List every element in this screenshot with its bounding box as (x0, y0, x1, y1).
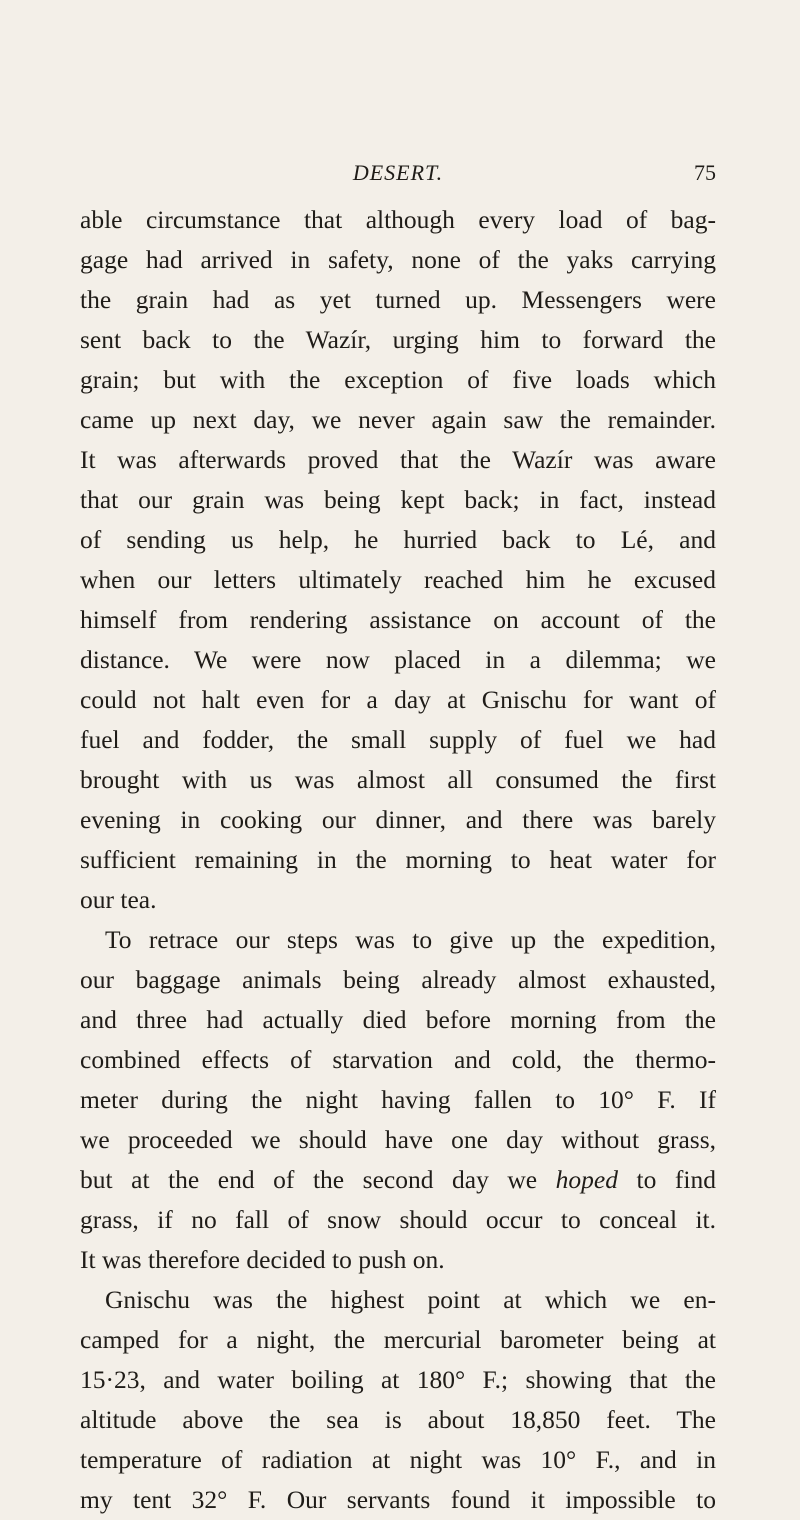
text-line: grain; but with the exception of five loads which (80, 365, 716, 394)
text-line: gage had arrived in safety, none of the yaks carrying (80, 245, 716, 274)
text-line: fuel and fodder, the small supply of fuel we had (80, 725, 716, 754)
text-line: distance. We were now placed in a dilemma; we (80, 645, 716, 674)
text-line: our tea. (80, 885, 157, 914)
text-line: temperature of radiation at night was 10° F., and in (80, 1445, 716, 1474)
text-line: when our letters ultimately reached him he excused (80, 565, 716, 594)
text-line: himself from rendering assistance on account of the (80, 605, 716, 634)
line-segment: but at the end of the second day we (80, 1165, 556, 1194)
line-segment: to find (617, 1165, 716, 1194)
text-line: sufficient remaining in the morning to heat water for (80, 845, 716, 874)
text-line: evening in cooking our dinner, and there was barely (80, 805, 716, 834)
text-line: grass, if no fall of snow should occur to conceal it. (80, 1205, 716, 1234)
text-line: able circumstance that although every load of bag- (80, 205, 716, 234)
text-line: my tent 32° F. Our servants found it impossible to (80, 1485, 716, 1514)
text-line: It was therefore decided to push on. (80, 1245, 445, 1274)
text-line: brought with us was almost all consumed the first (80, 765, 716, 794)
page-number: 75 (694, 160, 716, 185)
paragraph-first-line: To retrace our steps was to give up the expedition, (105, 925, 716, 954)
text-line: altitude above the sea is about 18,850 feet. The (80, 1405, 716, 1434)
text-line: we proceeded we should have one day without grass, (80, 1125, 716, 1154)
body-text (80, 200, 716, 1520)
running-title: DESERT. (352, 160, 444, 185)
text-line: combined effects of starvation and cold, the thermo- (80, 1045, 716, 1074)
text-line-with-emphasis (80, 1160, 716, 1200)
text-line: our baggage animals being already almost exhausted, (80, 965, 716, 994)
text-line: and three had actually died before morning from the (80, 1005, 716, 1034)
text-line: of sending us help, he hurried back to Lé, and (80, 525, 716, 554)
italic-word: hoped (555, 1165, 618, 1194)
text-line: that our grain was being kept back; in fact, instead (80, 485, 716, 514)
text-line: It was afterwards proved that the Wazír was aware (80, 445, 716, 474)
paragraph-first-line: Gnischu was the highest point at which we en- (105, 1285, 716, 1314)
text-line: could not halt even for a day at Gnischu for want of (80, 685, 716, 714)
text-line: 15·23, and water boiling at 180° F.; showing that the (80, 1365, 716, 1394)
text-line: came up next day, we never again saw the remainder. (80, 405, 716, 434)
text-line: sent back to the Wazír, urging him to forward the (80, 325, 716, 354)
text-line: camped for a night, the mercurial barometer being at (80, 1325, 716, 1354)
running-head (80, 160, 716, 190)
text-line: meter during the night having fallen to 10° F. If (80, 1085, 716, 1114)
text-line: the grain had as yet turned up. Messengers were (80, 285, 716, 314)
